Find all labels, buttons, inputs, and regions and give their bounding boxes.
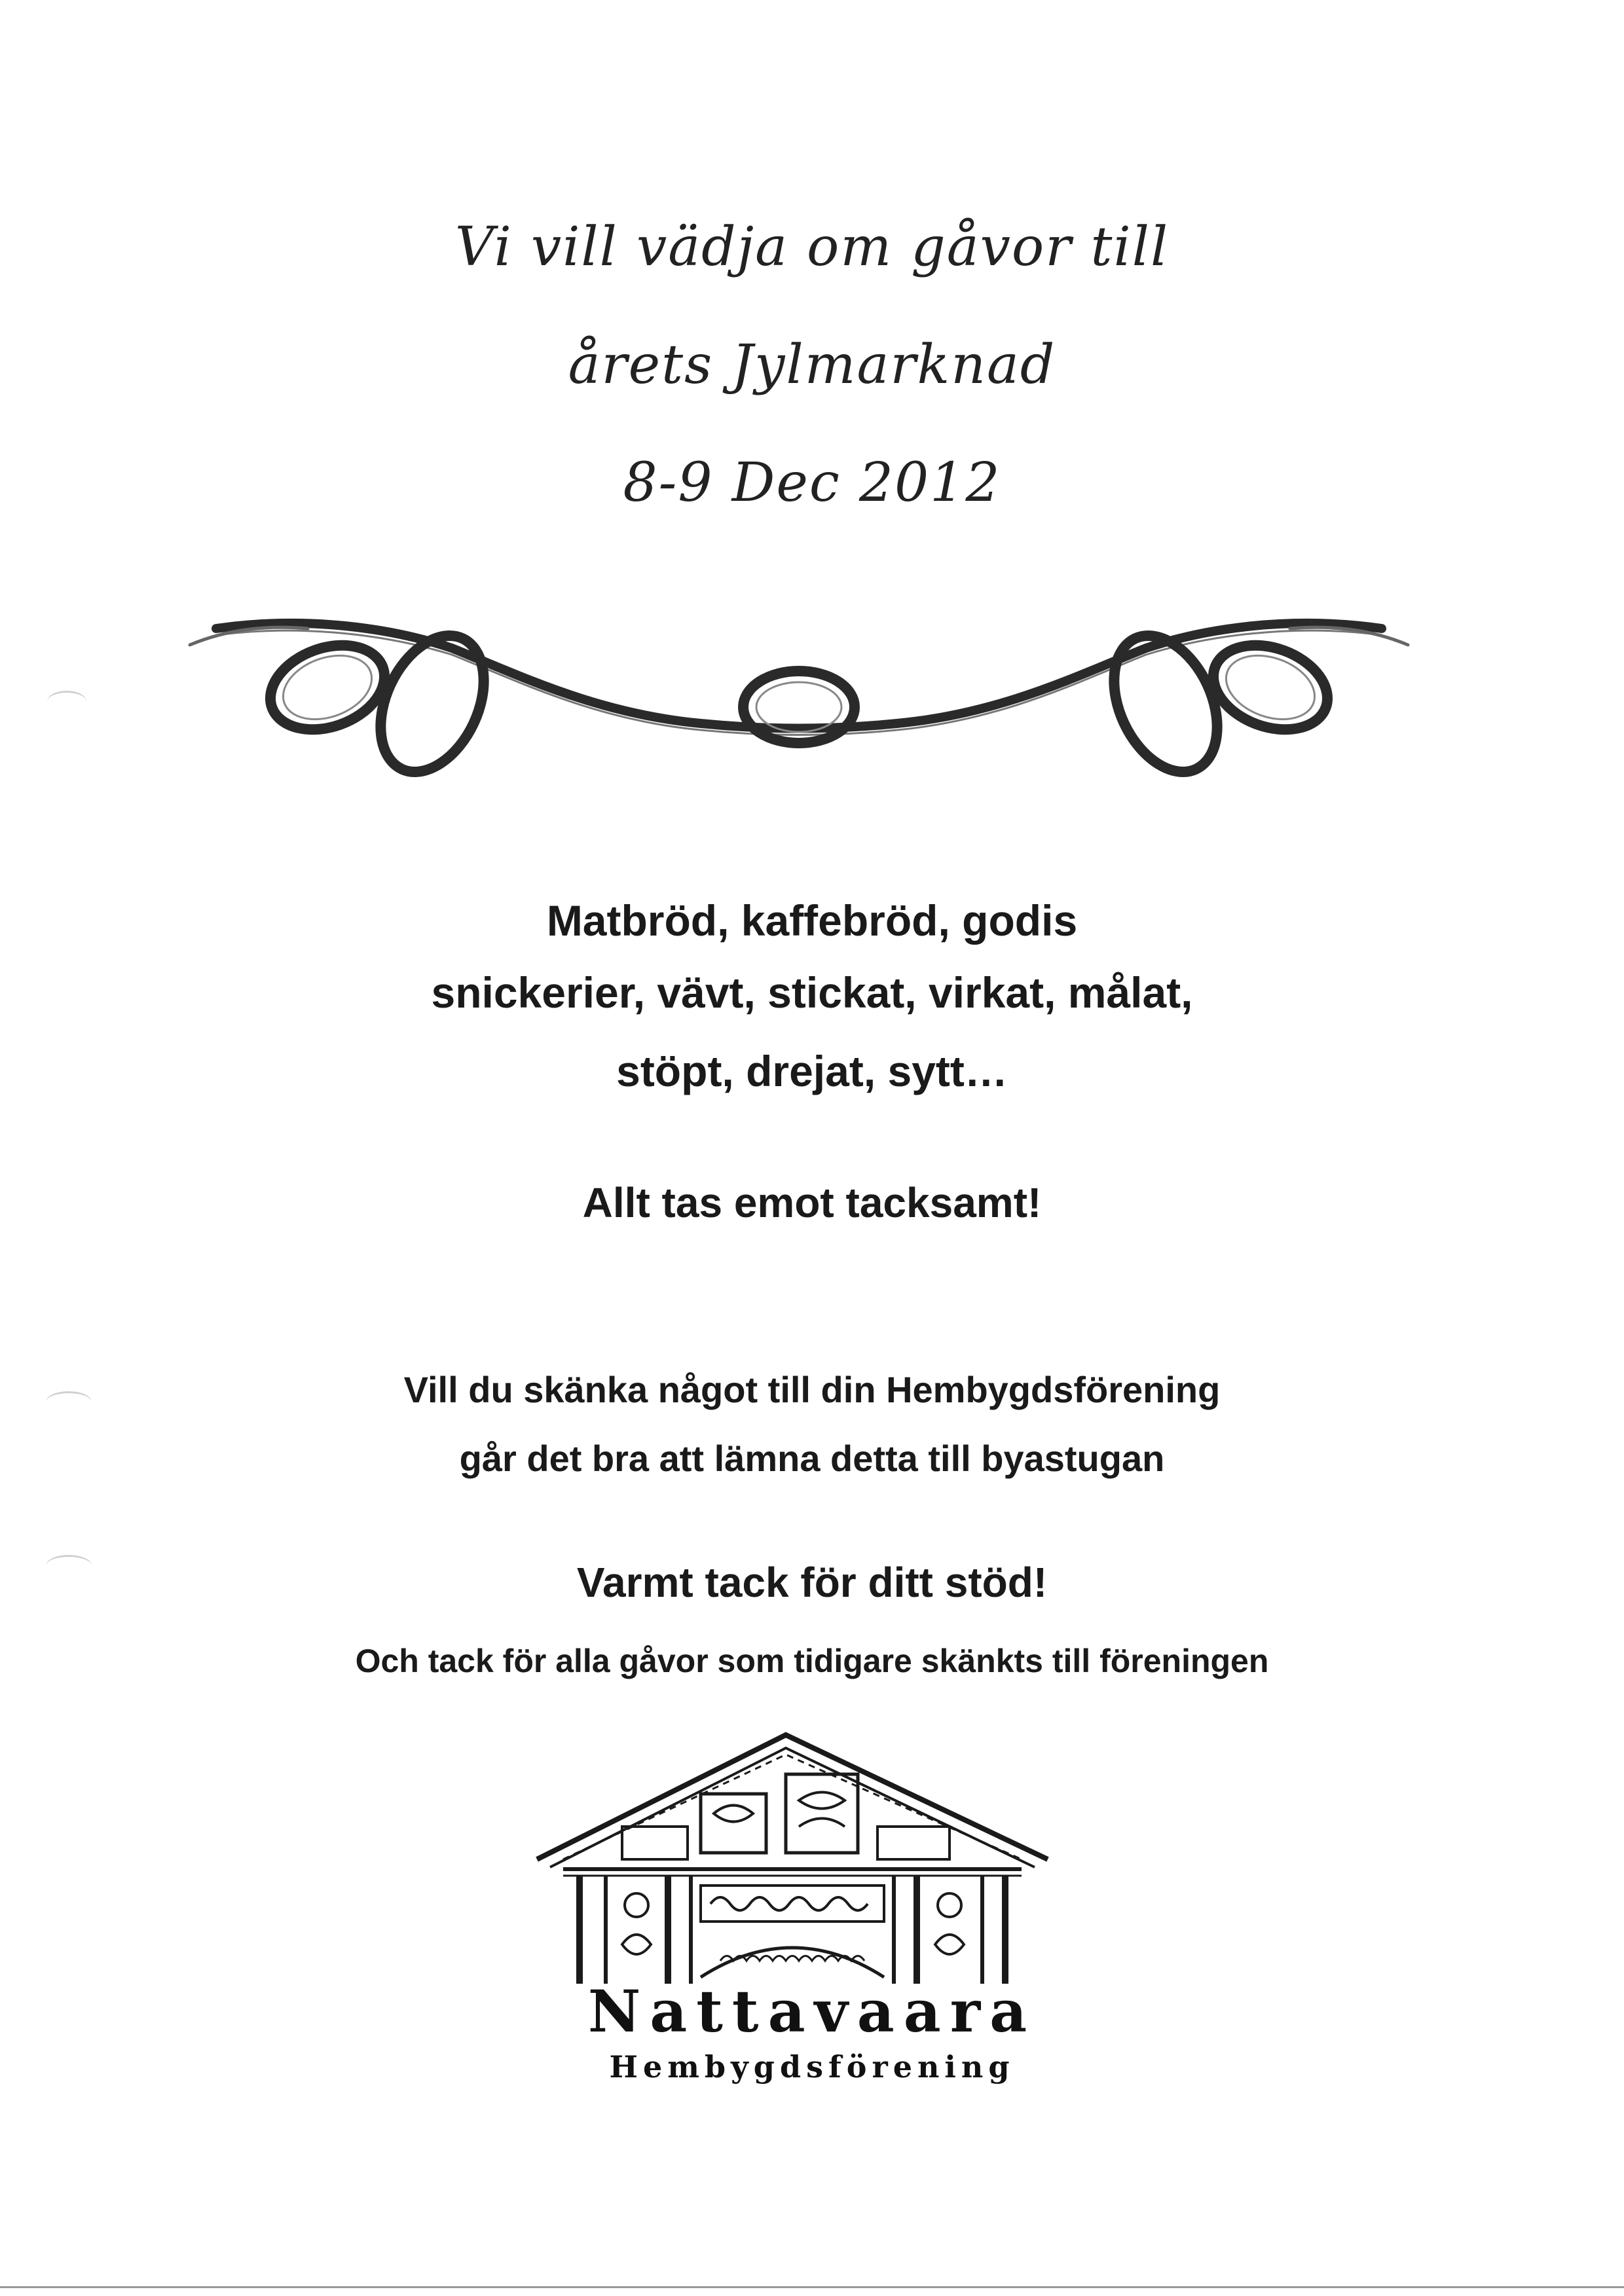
items-line-2: snickerier, vävt, stickat, virkat, målat,	[431, 968, 1193, 1017]
logo-name: Nattavaara	[587, 1977, 1037, 2045]
heading-line-2: årets Jylmarknad	[568, 334, 1056, 396]
items-line-1: Matbröd, kaffebröd, godis	[546, 896, 1078, 945]
scan-mark	[47, 691, 86, 712]
page-edge-line	[0, 2286, 1624, 2288]
heading-line-3: 8-9 Dec 2012	[623, 452, 1001, 514]
items-line-3: stöpt, drejat, sytt…	[616, 1047, 1008, 1095]
ribbon-ornament-icon	[177, 589, 1421, 799]
previous-gifts: Och tack för alla gåvor som tidigare skänkts till föreningen	[355, 1643, 1269, 1679]
logo-subtitle: Hembygdsförening	[609, 2049, 1015, 2085]
warm-thanks: Varmt tack för ditt stöd!	[576, 1559, 1048, 1606]
building-gable-icon	[524, 1728, 1061, 1990]
donate-line-1: Vill du skänka något till din Hembygdsförening	[403, 1369, 1221, 1410]
heading-line-1: Vi vill vädja om gåvor till	[454, 216, 1170, 278]
donate-line-2: går det bra att lämna detta till byastugan	[459, 1438, 1165, 1479]
thanks-all: Allt tas emot tacksamt!	[582, 1179, 1042, 1226]
